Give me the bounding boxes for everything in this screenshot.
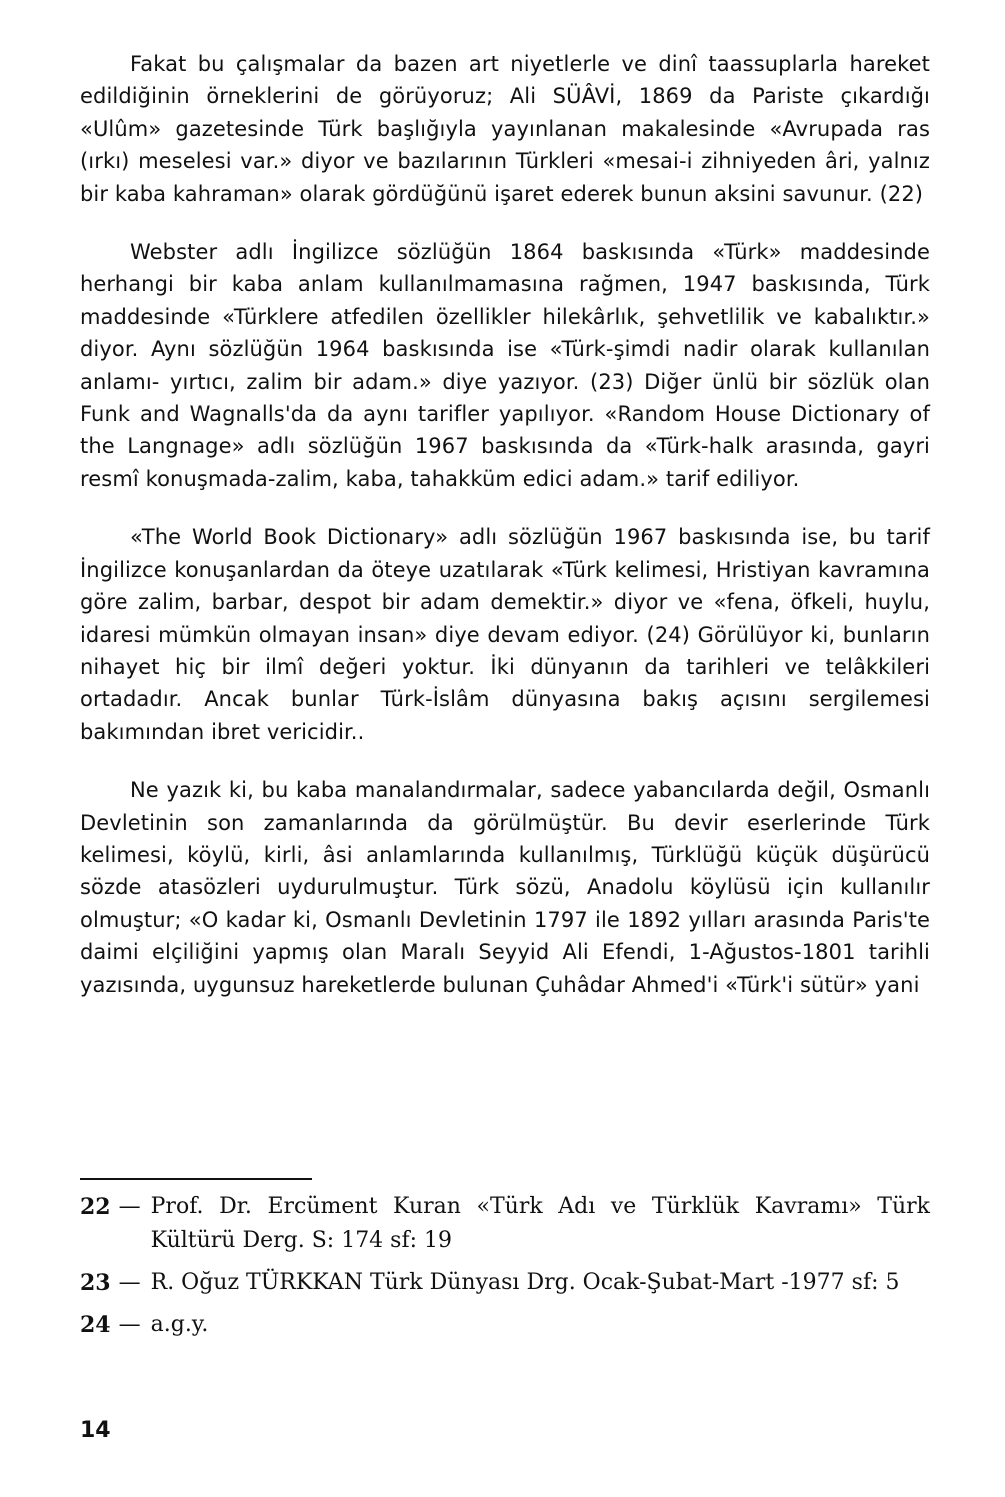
- paragraph-2: Webster adlı İngilizce sözlüğün 1864 baskısında «Türk» maddesinde herhangi bir kaba anlam kullanılmamasına rağmen, 1947 baskısında, Türk maddesinde «Türklere atfedilen özellikler hilekârlık, şehvetlilik ve kabalıktır.» diyor. Aynı sözlüğün 1964 baskısında ise «Türk-şimdi nadir olarak kullanılan anlamı- yırtıcı, zalim bir adam.» diye yazıyor. (23) Diğer ünlü bir sözlük olan Funk and Wagnalls'da da aynı tarifler yapılıyor. «Random House Dictionary of the Langnage» adlı sözlüğün 1967 baskısında da «Türk-halk arasında, gayri resmî konuşmada-zalim, kaba, tahakküm edici adam.» tarif ediliyor.: [80, 240, 930, 491]
- footnote-dash: —: [118, 1312, 141, 1337]
- footnote-dash: —: [118, 1194, 141, 1219]
- footnote-22: [80, 1190, 930, 1258]
- footnote-number: 22: [80, 1194, 111, 1220]
- footnote-text: a.g.y.: [150, 1312, 209, 1337]
- paragraph-4: Ne yazık ki, bu kaba manalandırmalar, sadece yabancılarda değil, Osmanlı Devletinin son zamanlarında da görülmüştür. Bu devir eserlerinde Türk kelimesi, köylü, kirli, âsi anlamlarında kullanılmış, Türklüğü küçük düşürücü sözde atasözleri uydurulmuştur. Türk sözü, Anadolu köylüsü için kullanılır olmuştur; «O kadar ki, Osmanlı Devletinin 1797 ile 1892 yılları arasında Paris'te daimi elçiliğini yapmış olan Maralı Seyyid Ali Efendi, 1-Ağustos-1801 tarihli yazısında, uygunsuz hareketlerde bulunan Çuhâdar Ahmed'i «Türk'i sütür» yani: [80, 778, 930, 997]
- body-text: [80, 48, 930, 1027]
- footnotes: [80, 1190, 930, 1350]
- footnote-23: [80, 1266, 930, 1300]
- paragraph-1: Fakat bu çalışmalar da bazen art niyetlerle ve dinî taassuplarla hareket edildiğinin örneklerini de görüyoruz; Ali SÜÂVİ, 1869 da Pariste çıkardığı «Ulûm» gazetesinde Türk başlığıyla yayınlanan makalesinde «Avrupada ras (ırkı) meselesi var.» diyor ve bazılarının Türkleri «mesai-i zihniyeden âri, yalnız bir kaba kahraman» olarak gördüğünü işaret ederek bunun aksini savunur. (22): [80, 52, 930, 206]
- paragraph-3: «The World Book Dictionary» adlı sözlüğün 1967 baskısında ise, bu tarif İngilizce konuşanlardan da öteye uzatılarak «Türk kelimesi, Hristiyan kavramına göre zalim, barbar, despot bir adam demektir.» diyor ve «fena, öfkeli, huylu, idaresi mümkün olmayan insan» diye devam ediyor. (24) Görülüyor ki, bunların nihayet hiç bir ilmî değeri yoktur. İki dünyanın da tarihleri ve telâkkileri ortadadır. Ancak bunlar Türk-İslâm dünyasına bakış açısını sergilemesi bakımından ibret vericidir..: [80, 525, 930, 744]
- page-number: 14: [80, 1418, 111, 1443]
- footnote-text: R. Oğuz TÜRKKAN Türk Dünyası Drg. Ocak-Şubat-Mart -1977 sf: 5: [150, 1270, 900, 1295]
- footnote-text: Prof. Dr. Ercüment Kuran «Türk Adı ve Türklük Kavramı» Türk Kültürü Derg. S: 174 sf: 19: [150, 1194, 930, 1253]
- footnote-divider: [80, 1178, 312, 1180]
- footnote-number: 24: [80, 1312, 111, 1338]
- footnote-number: 23: [80, 1270, 111, 1296]
- footnote-24: [80, 1308, 930, 1342]
- footnote-dash: —: [118, 1270, 141, 1295]
